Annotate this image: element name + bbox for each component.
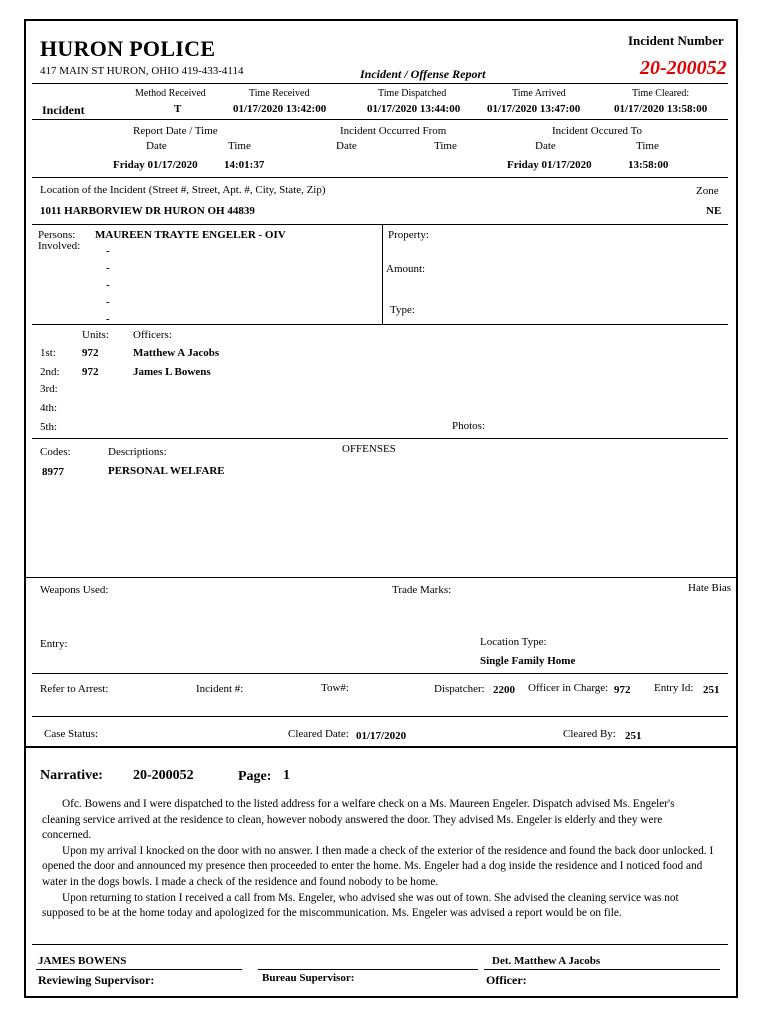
zone-label: Zone xyxy=(696,185,719,197)
descriptions-label: Descriptions: xyxy=(108,446,167,458)
officer-name: Matthew A Jacobs xyxy=(133,347,220,359)
date-label: Date xyxy=(146,140,167,152)
date-label: Date xyxy=(535,140,556,152)
narrative-paragraph: Upon my arrival I knocked on the door with no answer. I then made a check of the exterior of the residence and found the back door unlocked. I opened the door and announced my presence then proceeded to enter the home. Ms. Engeler had a dog inside the residence and I noticed food and water in the dogs bowls. I made a check of the residence and found nobody to be home. xyxy=(42,844,714,888)
hate-bias-label: Hate Bias xyxy=(688,582,732,594)
trade-marks-label: Trade Marks: xyxy=(392,584,452,596)
method-received-label: Method Received xyxy=(135,88,206,99)
time-received: 01/17/2020 13:42:00 xyxy=(233,103,327,115)
signature-line xyxy=(258,969,478,970)
occurred-to-date: Friday 01/17/2020 xyxy=(507,159,592,171)
time-label: Time xyxy=(636,140,659,152)
officer-name-signature: Det. Matthew A Jacobs xyxy=(492,955,601,967)
zone-value: NE xyxy=(706,205,722,217)
occurred-to-time: 13:58:00 xyxy=(628,159,669,171)
agency-address: 417 MAIN ST HURON, OHIO 419-433-4114 xyxy=(40,65,244,77)
cleared-by-value: 251 xyxy=(625,730,642,742)
time-label: Time xyxy=(434,140,457,152)
time-arrived-label: Time Arrived xyxy=(512,88,566,99)
divider xyxy=(382,224,383,324)
location-value: 1011 HARBORVIEW DR HURON OH 44839 xyxy=(40,205,255,217)
time-received-label: Time Received xyxy=(249,88,310,99)
cleared-date-value: 01/17/2020 xyxy=(356,730,407,742)
divider xyxy=(32,177,728,178)
officer-in-charge-value: 972 xyxy=(614,684,631,696)
incident-number: 20-200052 xyxy=(640,57,727,79)
tow-label: Tow#: xyxy=(321,682,349,694)
section-separator xyxy=(24,746,738,748)
narrative-paragraph: Ofc. Bowens and I were dispatched to the listed address for a welfare check on a Ms. Maureen Engeler. Dispatch advised Ms. Engeler's cleaning service arrived at the residence to clean, however nobody answered the door. They advised Ms. Engeler is elderly and they were concerned. xyxy=(42,798,675,842)
offense-code: 8977 xyxy=(42,466,64,478)
divider xyxy=(32,673,728,674)
time-cleared: 01/17/2020 13:58:00 xyxy=(614,103,708,115)
dispatcher-value: 2200 xyxy=(493,684,515,696)
person-item: - xyxy=(106,262,110,274)
report-date-time-label: Report Date / Time xyxy=(133,125,218,137)
narrative-number: 20-200052 xyxy=(133,768,194,783)
date-label: Date xyxy=(336,140,357,152)
narrative-paragraph: Upon returning to station I received a call from Ms. Engeler, who advised she was out of town. She advised the cleaning service was not supposed to be at the home today and apologized for the miscommunication. Ms. Engeler was advised a report would be on file. xyxy=(42,891,679,920)
person-item: MAUREEN TRAYTE ENGELER - OIV xyxy=(95,229,286,241)
type-label: Type: xyxy=(390,304,415,316)
unit-row-label: 4th: xyxy=(40,402,58,414)
divider xyxy=(24,746,26,998)
involved-label: Involved: xyxy=(38,240,81,252)
amount-label: Amount: xyxy=(386,263,426,275)
bureau-supervisor-label: Bureau Supervisor: xyxy=(262,972,355,984)
divider xyxy=(32,944,728,945)
persons-label: Persons: xyxy=(38,229,76,241)
time-dispatched: 01/17/2020 13:44:00 xyxy=(367,103,461,115)
time-dispatched-label: Time Dispatched xyxy=(378,88,447,99)
signature-line xyxy=(484,969,720,970)
time-label: Time xyxy=(228,140,251,152)
offense-description: PERSONAL WELFARE xyxy=(108,465,225,477)
officer-name: James L Bowens xyxy=(133,366,211,378)
page-number: 1 xyxy=(283,768,290,783)
reviewing-supervisor-name: JAMES BOWENS xyxy=(38,955,127,967)
location-type: Single Family Home xyxy=(480,655,576,667)
divider xyxy=(32,83,728,84)
weapons-label: Weapons Used: xyxy=(40,584,109,596)
divider xyxy=(736,746,738,998)
unit-row-label: 1st: xyxy=(40,347,56,359)
incident-row-label: Incident xyxy=(42,103,85,117)
method-received: T xyxy=(174,103,182,115)
codes-label: Codes: xyxy=(40,446,71,458)
time-arrived: 01/17/2020 13:47:00 xyxy=(487,103,581,115)
entry-label: Entry: xyxy=(40,638,68,650)
time-cleared-label: Time Cleared: xyxy=(632,88,690,99)
divider xyxy=(32,119,728,120)
cleared-by-label: Cleared By: xyxy=(563,728,616,740)
entry-id-value: 251 xyxy=(703,684,720,696)
case-status-label: Case Status: xyxy=(44,728,99,740)
report-type: Incident / Offense Report xyxy=(360,67,486,81)
unit-row-label: 5th: xyxy=(40,421,58,433)
units-label: Units: xyxy=(82,329,109,341)
entry-id-label: Entry Id: xyxy=(654,682,694,694)
signature-line xyxy=(36,969,242,970)
unit-number: 972 xyxy=(82,347,99,359)
divider xyxy=(24,577,738,578)
dispatcher-label: Dispatcher: xyxy=(434,683,485,695)
location-label: Location of the Incident (Street #, Street, Apt. #, City, State, Zip) xyxy=(40,184,326,196)
narrative-text xyxy=(42,797,714,922)
narrative-label: Narrative: xyxy=(40,768,103,783)
cleared-date-label: Cleared Date: xyxy=(288,728,349,740)
divider xyxy=(32,224,728,225)
divider xyxy=(32,438,728,439)
incident-no-label: Incident #: xyxy=(196,683,244,695)
unit-row-label: 3rd: xyxy=(40,383,58,395)
officers-label: Officers: xyxy=(133,329,172,341)
report-date: Friday 01/17/2020 xyxy=(113,159,198,171)
divider xyxy=(32,716,728,717)
photos-label: Photos: xyxy=(452,420,486,432)
occurred-from-label: Incident Occurred From xyxy=(340,125,447,137)
unit-number: 972 xyxy=(82,366,99,378)
refer-to-arrest-label: Refer to Arrest: xyxy=(40,683,109,695)
person-item: - xyxy=(106,296,110,308)
property-label: Property: xyxy=(388,229,429,241)
person-item: - xyxy=(106,279,110,291)
unit-row-label: 2nd: xyxy=(40,366,60,378)
page-label: Page: xyxy=(238,769,272,784)
incident-number-label: Incident Number xyxy=(628,33,724,48)
offenses-title: OFFENSES xyxy=(342,443,396,455)
occurred-to-label: Incident Occured To xyxy=(552,125,643,137)
person-item: - xyxy=(106,245,110,257)
reviewing-supervisor-label: Reviewing Supervisor: xyxy=(38,973,155,987)
person-item: - xyxy=(106,313,110,325)
divider xyxy=(32,324,728,325)
report-time: 14:01:37 xyxy=(224,159,265,171)
officer-signature-label: Officer: xyxy=(486,973,527,987)
location-type-label: Location Type: xyxy=(480,636,547,648)
officer-in-charge-label: Officer in Charge: xyxy=(528,682,609,694)
agency-title: HURON POLICE xyxy=(40,36,216,61)
